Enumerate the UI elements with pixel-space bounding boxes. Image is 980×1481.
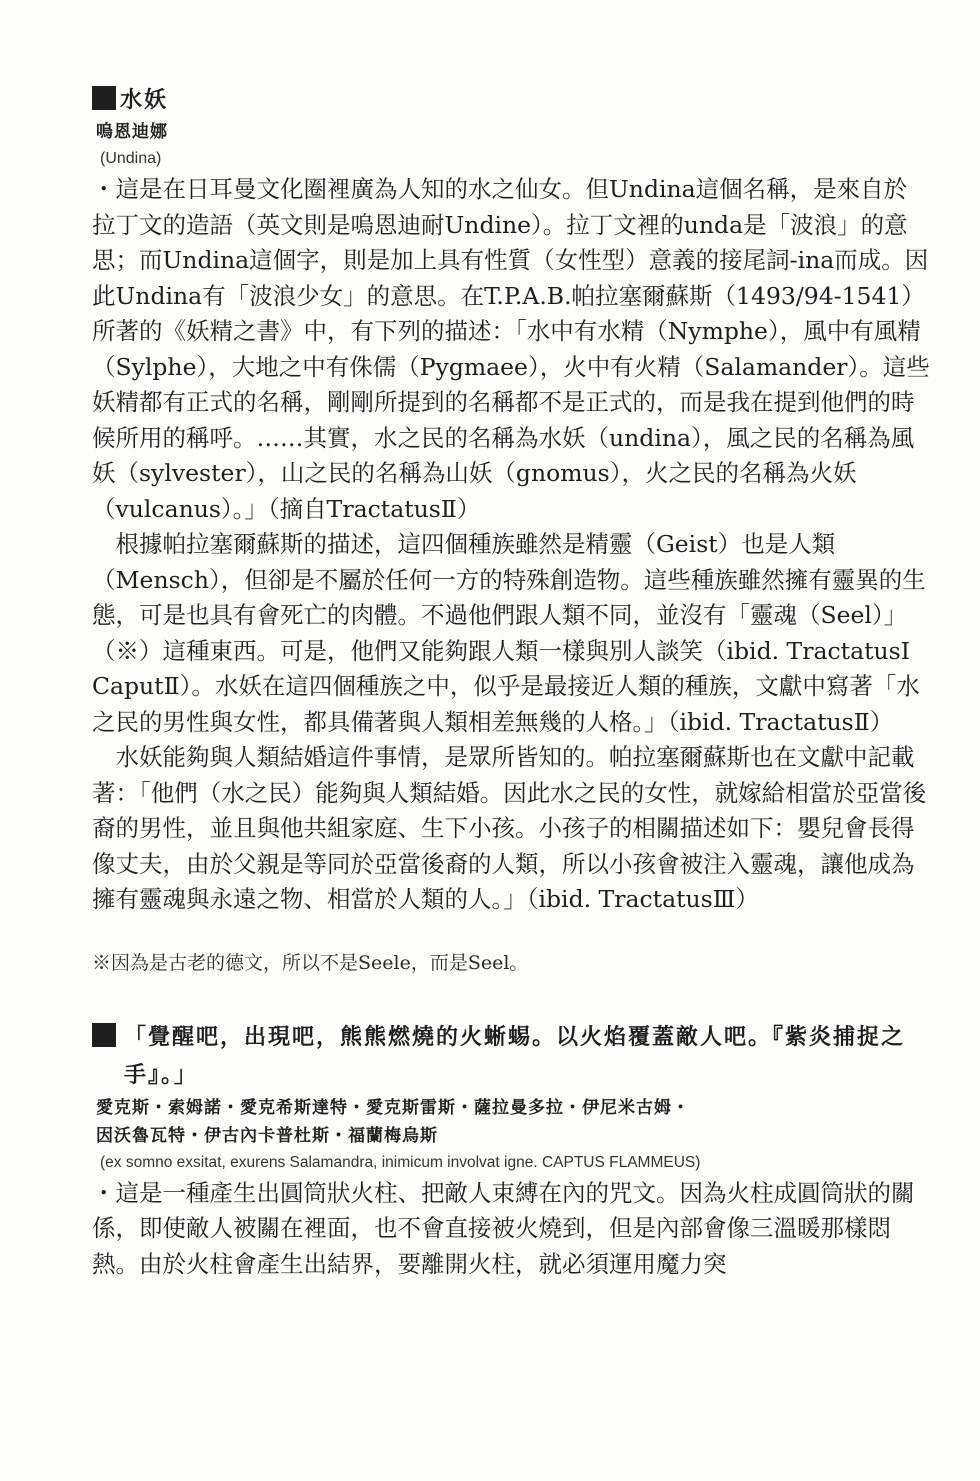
paragraph: 水妖能夠與人類結婚這件事情，是眾所皆知的。帕拉塞爾蘇斯也在文獻中記載著：「他們（水之民）能夠與人類結婚。因此水之民的女性，就嫁給相當於亞當後裔的男性，並且與他共組家庭、生下小孩。小孩子的相關描述如下：嬰兒會長得像丈夫，由於父親是等同於亞當後裔的人類，所以小孩會被注入靈魂，讓他成為擁有靈魂與永遠之物、相當於人類的人。」（ibid. TractatusⅢ） <box>92 743 927 913</box>
paragraph: ・這是一種產生出圓筒狀火柱、把敵人束縛在內的咒文。因為火柱成圓筒狀的關係，即使敵人被關在裡面，也不會直接被火燒到，但是內部會像三溫暖那樣悶熱。由於火柱會產生出結界，要離開火柱，就必須運用魔力突 <box>92 1178 915 1278</box>
footnote: ※因為是古老的德文，所以不是Seele，而是Seel。 <box>92 951 529 974</box>
transliteration-line: 因沃魯瓦特・伊古內卡普杜斯・福蘭梅烏斯 <box>96 1125 438 1146</box>
black-square-icon <box>92 1023 116 1047</box>
section-undina <box>92 82 930 978</box>
body-text <box>92 1176 930 1283</box>
page <box>92 82 930 1282</box>
section-title <box>92 82 930 118</box>
spell-chant <box>92 1018 930 1094</box>
reading: 嗚恩迪娜 <box>96 122 168 142</box>
spell-transliteration <box>96 1094 930 1150</box>
body-text <box>92 172 930 918</box>
section-spell <box>92 1018 930 1283</box>
spell-latin: (ex somno exsitat, exurens Salamandra, inimicum involvat igne. CAPTUS FLAMMEUS) <box>100 1153 701 1171</box>
section-title-text: 水妖 <box>120 87 169 113</box>
paragraph: 根據帕拉塞爾蘇斯的描述，這四個種族雖然是精靈（Geist）也是人類（Mensch），但卻是不屬於任何一方的特殊創造物。這些種族雖然擁有靈異的生態，可是也具有會死亡的肉體。不過他們跟人類不同，並沒有「靈魂（Seel）」（※）這種東西。可是，他們又能夠跟人類一樣與別人談笑（ibid. TractatusⅠ CaputⅡ）。水妖在這四個種族之中，似乎是最接近人類的種族，文獻中寫著「水之民的男性與女性，都具備著與人類相差無幾的人格。」（ibid. TractatusⅡ） <box>92 530 926 736</box>
transliteration-line: 愛克斯・索姆諾・愛克希斯達特・愛克斯雷斯・薩拉曼多拉・伊尼米古姆・ <box>96 1097 690 1118</box>
paragraph: ・這是在日耳曼文化圈裡廣為人知的水之仙女。但Undina這個名稱，是來自於拉丁文的造語（英文則是嗚恩迪耐Undine）。拉丁文裡的unda是「波浪」的意思；而Undina這個字，則是加上具有性質（女性型）意義的接尾詞-ina而成。因此Undina有「波浪少女」的意思。在T.P.A.B.帕拉塞爾蘇斯（1493/94-1541）所著的《妖精之書》中，有下列的描述：「水中有水精（Nymphe），風中有風精（Sylphe），大地之中有侏儒（Pygmaee），火中有火精（Salamander）。這些妖精都有正式的名稱，剛剛所提到的名稱都不是正式的，而是我在提到他們的時候所用的稱呼。……其實，水之民的名稱為水妖（undina），風之民的名稱為風妖（sylvester），山之民的名稱為山妖（gnomus），火之民的名稱為火妖（vulcanus）。」（摘自TractatusⅡ） <box>92 175 930 523</box>
spell-chant-text: 「覺醒吧，出現吧，熊熊燃燒的火蜥蜴。以火焰覆蓋敵人吧。『紫炎捕捉之手』。」 <box>124 1023 906 1088</box>
black-square-icon <box>92 86 116 110</box>
original-term: (Undina) <box>100 150 162 167</box>
